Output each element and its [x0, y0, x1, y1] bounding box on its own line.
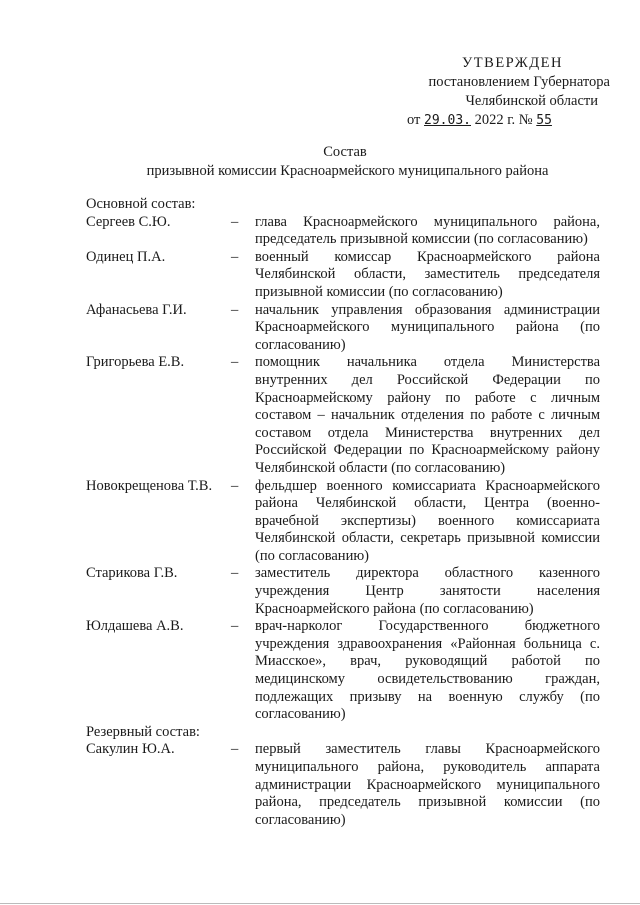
approval-stamp	[395, 54, 610, 130]
approval-number: 55	[536, 113, 552, 128]
member-dash: –	[231, 354, 239, 371]
member-name: Старикова Г.В.	[86, 565, 178, 582]
page-bottom-edge	[0, 903, 640, 904]
member-dash: –	[231, 477, 239, 494]
member-name: Григорьева Е.В.	[86, 354, 185, 371]
member-row	[86, 478, 600, 566]
member-name: Одинец П.А.	[86, 248, 166, 265]
reserve-member-list	[86, 741, 600, 829]
approval-date-value: 29.03.	[424, 113, 471, 128]
approval-date-suffix: 2022 г. №	[474, 112, 533, 128]
member-name: Сергеев С.Ю.	[86, 213, 171, 230]
member-name: Афанасьева Г.И.	[86, 301, 187, 318]
member-row	[86, 354, 600, 477]
heading-subtitle: призывной комиссии Красноармейского муниципального района	[146, 163, 549, 179]
reserve-section-label: Резервный состав:	[86, 723, 200, 740]
member-role: заместитель директора областного казенного учреждения Центр занятости населения Красноармейского района (по согласованию)	[255, 565, 600, 617]
member-row	[86, 302, 600, 355]
member-dash: –	[231, 618, 239, 635]
member-name: Сакулин Ю.А.	[86, 741, 175, 758]
approval-line-1: постановлением Губернатора	[428, 74, 610, 90]
member-row	[86, 565, 600, 618]
member-row	[86, 249, 600, 302]
member-dash: –	[231, 248, 239, 265]
member-role: начальник управления образования администрации Красноармейского муниципального района (по согласованию)	[255, 301, 600, 353]
member-name: Юлдашева А.В.	[86, 618, 184, 635]
member-role: глава Красноармейского муниципального района, председатель призывной комиссии (по согласованию)	[255, 213, 600, 248]
approval-date-prefix: от	[407, 112, 421, 128]
member-row	[86, 741, 600, 829]
main-section-label: Основной состав:	[86, 196, 196, 212]
member-role: первый заместитель главы Красноармейского муниципального района, руководитель аппарата администрации Красноармейского муниципального района, председатель призывной комиссии (по согласованию)	[255, 741, 600, 828]
approval-title: УТВЕРЖДЕН	[462, 55, 563, 71]
member-role: помощник начальника отдела Министерства внутренних дел Российской Федерации по Красноармейскому району по работе с личным составом – начальник отделения по работе с личным составом отдела Министерства внутренних дел Российской Федерации по Красноармейскому району Челябинской области (по согласованию)	[255, 354, 600, 476]
member-row	[86, 618, 600, 724]
member-role: фельдшер военного комиссариата Красноармейского района Челябинской области, Центра (военно-врачебной экспертизы) военного комиссариата Челябинской области, секретарь призывной комиссии (по согласованию)	[255, 477, 600, 564]
approval-line-2: Челябинской области	[465, 93, 598, 109]
member-dash: –	[231, 565, 239, 582]
member-dash: –	[231, 301, 239, 318]
document-heading	[0, 143, 640, 181]
member-dash: –	[231, 741, 239, 758]
heading-title: Состав	[323, 144, 367, 160]
member-name: Новокрещенова Т.В.	[86, 477, 213, 494]
main-member-list	[86, 214, 600, 724]
member-row	[86, 214, 600, 249]
member-role: врач-нарколог Государственного бюджетного учреждения здравоохранения «Районная больница с. Миасское», врач, руководящий работой по медицинскому освидетельствованию граждан, подлежащих призыву на военную службу (по согласованию)	[255, 618, 600, 723]
member-dash: –	[231, 213, 239, 230]
approval-date-line	[395, 111, 610, 130]
member-role: военный комиссар Красноармейского района Челябинской области, заместитель председателя призывной комиссии (по согласованию)	[255, 248, 600, 300]
commission-roster	[86, 196, 600, 829]
